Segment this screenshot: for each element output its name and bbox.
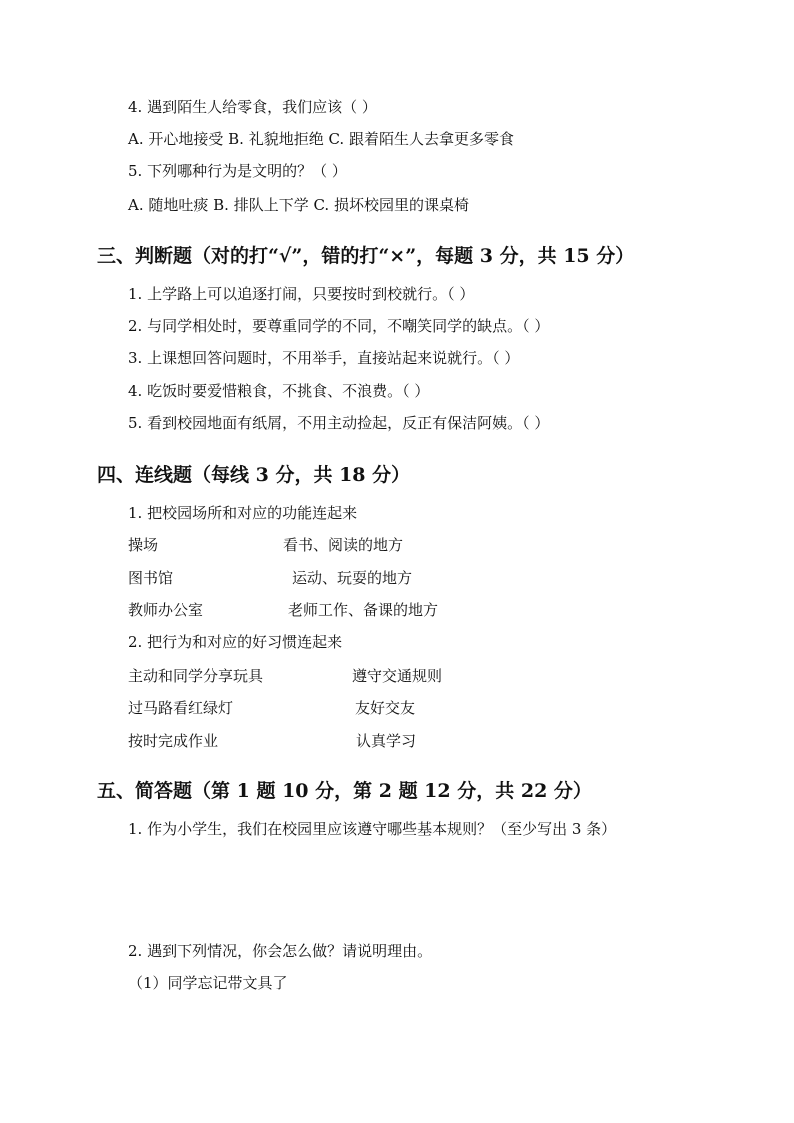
- question-4: 4. 遇到陌生人给零食，我们应该（ ）: [128, 98, 377, 116]
- question-5: 5. 下列哪种行为是文明的？（ ）: [128, 162, 347, 180]
- match-question-2: 2. 把行为和对应的好习惯连起来: [128, 633, 343, 651]
- judge-item-2: 2. 与同学相处时，要尊重同学的不同，不嘲笑同学的缺点。（ ）: [128, 317, 550, 335]
- match-habit-3: 认真学习: [356, 732, 417, 750]
- match-right-2: 运动、玩耍的地方: [292, 569, 413, 587]
- section-5-title: 五、简答题（第 1 题 10 分，第 2 题 12 分，共 22 分）: [97, 780, 592, 802]
- match-left-3: 教师办公室: [128, 601, 204, 619]
- question-5-options: A. 随地吐痰 B. 排队上下学 C. 损坏校园里的课桌椅: [128, 196, 469, 214]
- match-right-1: 看书、阅读的地方: [283, 536, 404, 554]
- match-habit-2: 友好交友: [355, 699, 416, 717]
- match-left-1: 操场: [128, 536, 159, 554]
- judge-item-3: 3. 上课想回答问题时，不用举手，直接站起来说就行。（ ）: [128, 349, 520, 367]
- question-4-options: A. 开心地接受 B. 礼貌地拒绝 C. 跟着陌生人去拿更多零食: [128, 130, 514, 148]
- section-4-title: 四、连线题（每线 3 分，共 18 分）: [97, 464, 411, 486]
- match-left-2: 图书馆: [128, 569, 174, 587]
- match-habit-1: 遵守交通规则: [352, 667, 443, 685]
- short-answer-1: 1. 作为小学生，我们在校园里应该遵守哪些基本规则？（至少写出 3 条）: [128, 820, 617, 838]
- match-question-1: 1. 把校园场所和对应的功能连起来: [128, 504, 358, 522]
- judge-item-4: 4. 吃饭时要爱惜粮食，不挑食、不浪费。（ ）: [128, 382, 430, 400]
- match-behavior-3: 按时完成作业: [128, 732, 219, 750]
- section-3-title: 三、判断题（对的打“√”，错的打“×”，每题 3 分，共 15 分）: [97, 245, 635, 267]
- short-answer-2: 2. 遇到下列情况，你会怎么做？请说明理由。: [128, 942, 433, 960]
- match-behavior-1: 主动和同学分享玩具: [128, 667, 264, 685]
- match-behavior-2: 过马路看红绿灯: [128, 699, 234, 717]
- match-right-3: 老师工作、备课的地方: [288, 601, 439, 619]
- short-answer-2-sub-1: （1）同学忘记带文具了: [128, 974, 288, 992]
- judge-item-5: 5. 看到校园地面有纸屑，不用主动捡起，反正有保洁阿姨。（ ）: [128, 414, 550, 432]
- judge-item-1: 1. 上学路上可以追逐打闹，只要按时到校就行。（ ）: [128, 285, 475, 303]
